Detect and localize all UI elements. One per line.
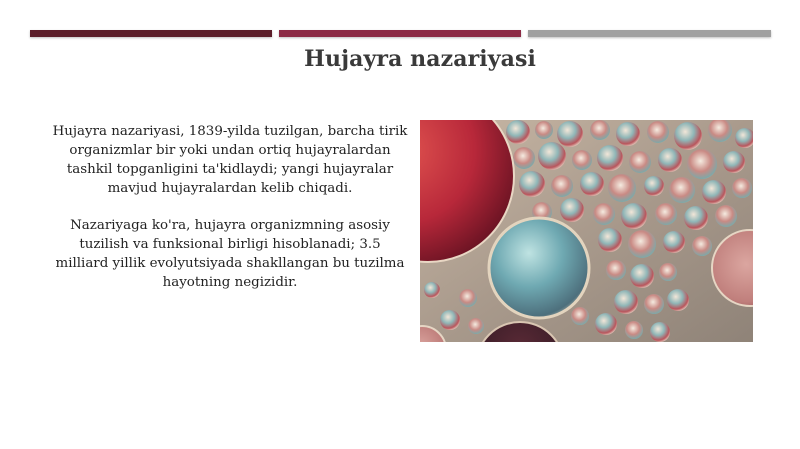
accent-bar-middle — [279, 30, 521, 37]
accent-bar-left — [30, 30, 272, 37]
paragraph-1: Hujayra nazariyasi, 1839-yilda tuzilgan, barcha tirik organizmlar bir yoki undan ortiq hujayralardan tashkil topganligini ta'kidlaydi; yangi hujayralar mavjud hujayralardan kelib chiqadi. — [52, 124, 408, 196]
bubbles-illustration — [420, 120, 753, 342]
bubbles-photo — [420, 120, 753, 342]
paragraph-2: Nazariyaga ko'ra, hujayra organizmning asosiy tuzilish va funksional birligi hisoblanadi; 3.5 milliard yillik evolyutsiyada shakllangan bu tuzilma hayotning negizidir. — [55, 218, 405, 290]
accent-bar-right — [528, 30, 771, 37]
large-teal-bubble — [489, 218, 589, 318]
slide-title: Hujayra nazariyasi — [304, 46, 536, 72]
body-text — [52, 122, 408, 310]
